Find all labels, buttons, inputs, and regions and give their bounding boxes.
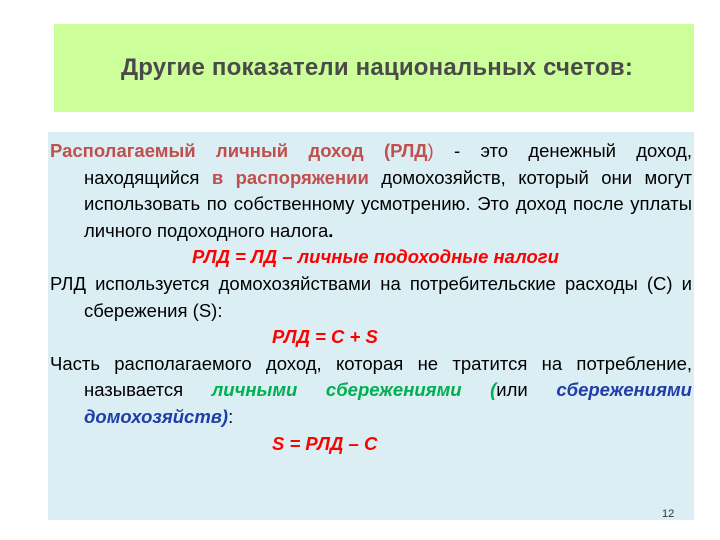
- page-number: 12: [662, 508, 675, 520]
- slide-title: Другие показатели национальных счетов:: [120, 54, 634, 81]
- personal-savings-term: личными сбережениями: [211, 379, 462, 401]
- content-text: [50, 138, 692, 457]
- usage-text: РЛД используется домохозяйствами на потребительские расходы (С) и сбережения (S):: [50, 272, 692, 321]
- paragraph-savings: [50, 351, 692, 431]
- paren-open: (: [461, 379, 497, 401]
- term-rld-close: ): [427, 140, 434, 161]
- highlight-in-disposal: в распоряжении: [211, 166, 369, 188]
- savings-colon: :: [228, 405, 234, 427]
- definition-text-1: - это денежный доход, находящийся: [84, 140, 692, 188]
- household-savings-term: сбережениями домохозяйств): [84, 379, 692, 427]
- title-box: [54, 24, 694, 112]
- formula-rld: РЛД = ЛД – личные подоходные налоги: [192, 246, 559, 268]
- formula-rld-sum: РЛД = С + S: [272, 326, 378, 348]
- paragraph-rld-usage: [50, 271, 692, 324]
- formula-savings: S = РЛД – С: [272, 432, 378, 454]
- definition-period: .: [328, 219, 334, 241]
- definition-text-2: домохозяйств, который они могут использовать по собственному усмотрению. Это доход после уплаты личного подоходного налога: [84, 166, 692, 241]
- term-rld: Располагаемый личный доход (РЛД: [50, 140, 428, 161]
- or-word: или: [496, 379, 528, 401]
- paragraph-rld-definition: [50, 138, 692, 244]
- savings-text: Часть располагаемого доход, которая не тратится на потребление, называется: [50, 352, 692, 401]
